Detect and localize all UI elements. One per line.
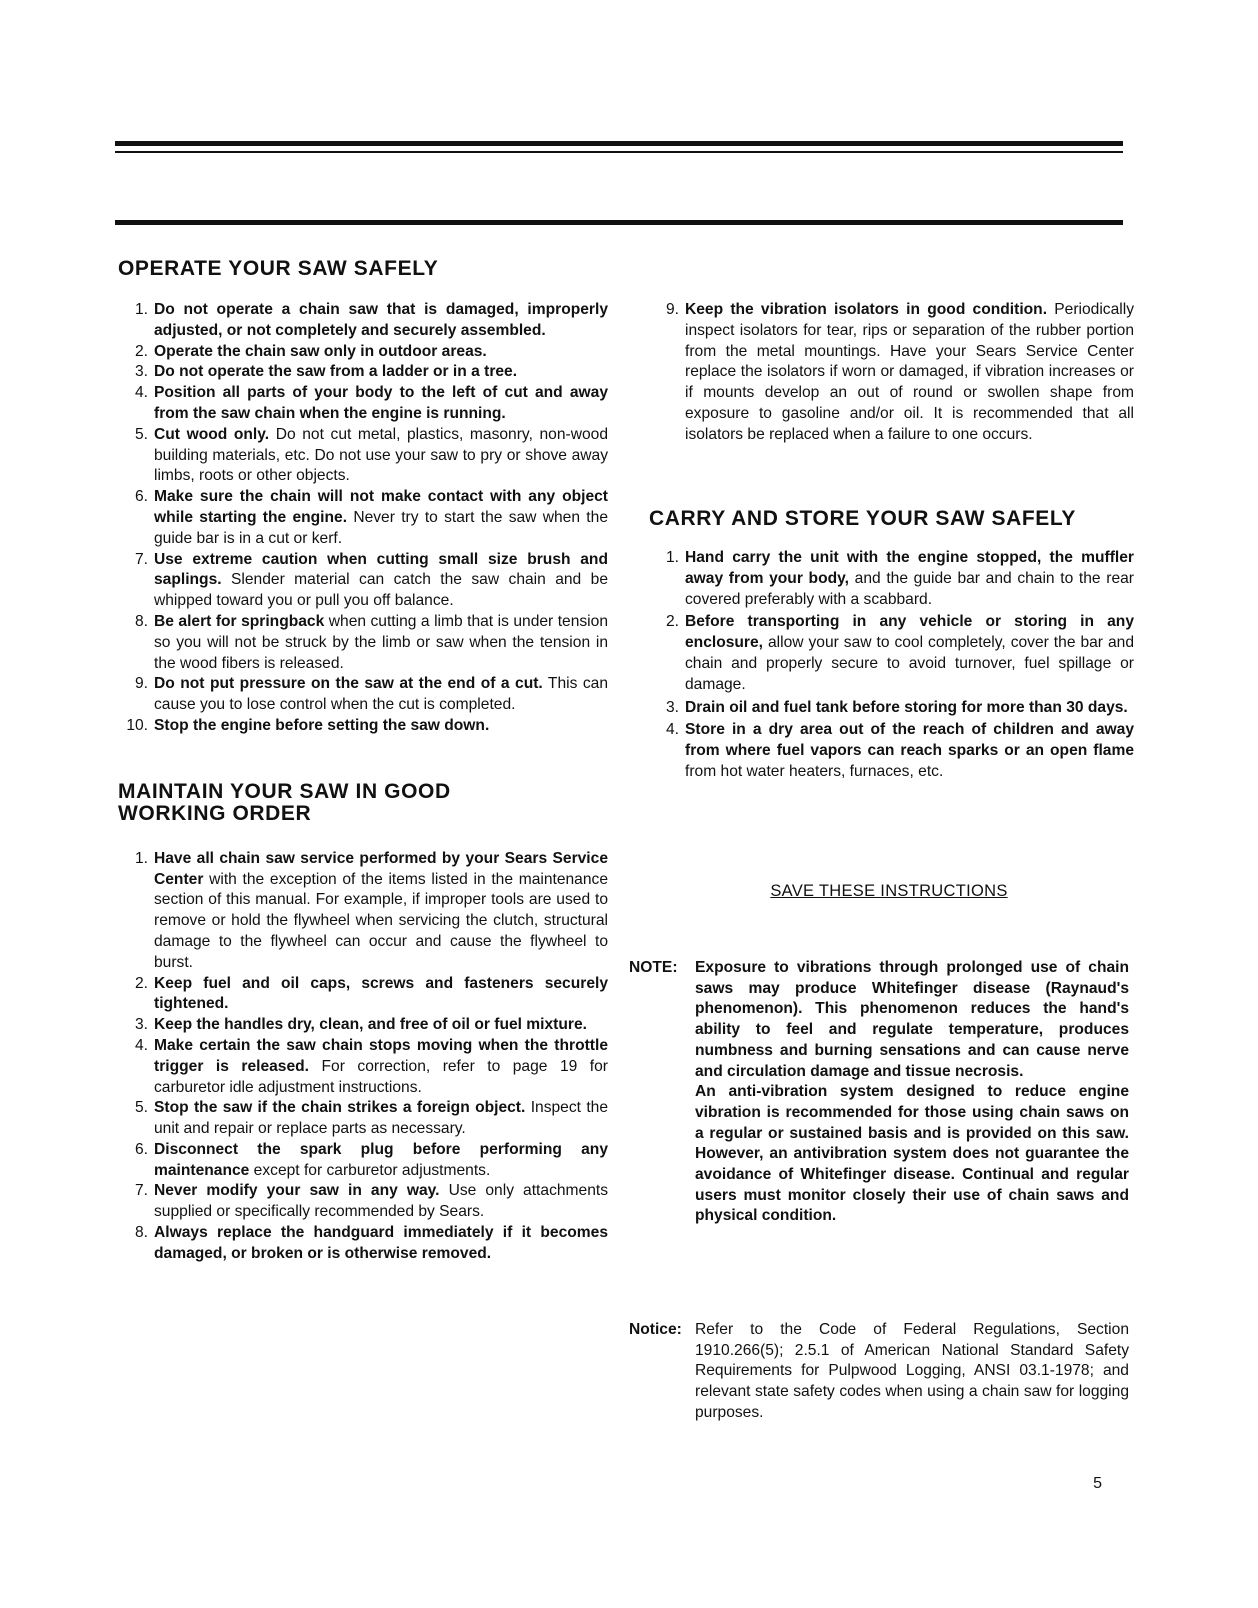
note-label: NOTE: [629, 959, 678, 976]
list-item: 5. Cut wood only. Do not cut metal, plastics, masonry, non-wood building materials, etc. Do not use your saw to pry or shove away limbs, roots or other objects. [134, 425, 608, 485]
note-body [629, 958, 1129, 1227]
list-item: 1. Have all chain saw service performed by your Sears Service Center with the exception of the items listed in the maintenance section of this manual. For example, if improper tools are used to remove or hold the flywheel when servicing the clutch, structural damage to the flywheel can occur and cause the flywheel to burst. [134, 849, 608, 971]
left-column [118, 258, 608, 1265]
header-rule-thick [115, 141, 1123, 146]
list-item: 10. Stop the engine before setting the saw down. [126, 716, 490, 734]
list-item: 1. Do not operate a chain saw that is damaged, improperly adjusted, or not completely and securely assembled. [134, 301, 608, 339]
notice-body: Refer to the Code of Federal Regulations, Section 1910.266(5); 2.5.1 of American National Standard Safety Requirements for Pulpwood Logging, ANSI 03.1-1978; and relevant state safety codes when using a chain saw for logging purposes. [695, 1321, 1129, 1421]
list-item: 1. Hand carry the unit with the engine stopped, the muffler away from your body, and the guide bar and chain to the rear covered preferably with a scabbard. [665, 549, 1134, 608]
list-item: 7. Never modify your saw in any way. Use only attachments supplied or specifically recommended by Sears. [134, 1182, 608, 1221]
note-paragraph: Exposure to vibrations through prolonged use of chain saws may produce Whitefinger disease (Raynaud's phenomenon). This phenomenon reduces the hand's ability to feel and regulate temperature, produces numbness and burning sensations and can cause nerve and circulation damage and tissue necrosis. [695, 959, 1129, 1080]
carry-list [649, 548, 1134, 785]
carry-heading: CARRY AND STORE YOUR SAW SAFELY [649, 507, 1077, 530]
notice-label: Notice: [629, 1321, 682, 1338]
note-paragraph: An anti-vibration system designed to reduce engine vibration is recommended for those using chain saws on a regular or sustained basis and is provided on this saw. However, an antivibration system does not guarantee the avoidance of Whitefinger disease. Continual and regular users must monitor closely their use of chain saws and physical condition. [695, 1083, 1129, 1225]
list-item: 4. Store in a dry area out of the reach of children and away from where fuel vapors can reach sparks or an open flame from hot water heaters, furnaces, etc. [665, 721, 1134, 780]
list-item: 9. Keep the vibration isolators in good condition. Periodically inspect isolators for tear, rips or separation of the rubber portion from the metal mountings. Have your Sears Service Center replace the isolators if worn or damaged, if vibration increases or if mounts develop an out of round or swollen shape from exposure to gasoline and/or oil. It is recommended that all isolators be replaced when a failure to one occurs. [665, 301, 1134, 443]
right-column-item9 [649, 300, 1134, 446]
list-item: 4. Position all parts of your body to the left of cut and away from the saw chain when the engine is running. [134, 384, 608, 422]
list-item: 8. Be alert for springback when cutting a limb that is under tension so you will not be struck by the limb or saw when the tension in the wood fibers is released. [134, 612, 608, 672]
maintain-heading: MAINTAIN YOUR SAW IN GOOD WORKING ORDER [118, 779, 451, 825]
maintain-list [118, 849, 608, 1265]
save-instructions-heading: SAVE THESE INSTRUCTIONS [770, 882, 1008, 900]
regulations-notice [629, 1320, 1129, 1424]
list-item: 2. Keep fuel and oil caps, screws and fasteners securely tightened. [134, 974, 608, 1013]
operate-list [118, 300, 608, 737]
list-item: 4. Make certain the saw chain stops moving when the throttle trigger is released. For correction, refer to page 19 for carburetor idle adjustment instructions. [134, 1036, 608, 1096]
list-item: 2. Before transporting in any vehicle or storing in any enclosure, allow your saw to cool completely, cover the bar and chain and properly secure to avoid turnover, fuel spillage or damage. [665, 613, 1134, 693]
page-number: 5 [1093, 1475, 1102, 1492]
list-item: 3. Keep the handles dry, clean, and free of oil or fuel mixture. [134, 1016, 587, 1034]
list-item: 6. Disconnect the spark plug before performing any maintenance except for carburetor adjustments. [134, 1140, 608, 1179]
list-item: 5. Stop the saw if the chain strikes a foreign object. Inspect the unit and repair or replace parts as necessary. [134, 1099, 608, 1138]
list-item: 3. Do not operate the saw from a ladder or in a tree. [134, 363, 518, 381]
list-item: 9. Do not put pressure on the saw at the end of a cut. This can cause you to lose control when the cut is completed. [134, 675, 608, 714]
list-item: 7. Use extreme caution when cutting small size brush and saplings. Slender material can catch the saw chain and be whipped toward you or pull you off balance. [134, 550, 608, 610]
operate-list-continued [649, 300, 1134, 446]
list-item: 8. Always replace the handguard immediately if it becomes damaged, or broken or is otherwise removed. [134, 1224, 608, 1262]
list-item: 6. Make sure the chain will not make contact with any object while starting the engine. Never try to start the saw when the guide bar is in a cut or kerf. [134, 488, 608, 547]
section-rule [115, 220, 1123, 225]
vibration-note [629, 958, 1129, 1227]
operate-heading: OPERATE YOUR SAW SAFELY [118, 257, 439, 280]
list-item: 3. Drain oil and fuel tank before storing for more than 30 days. [665, 698, 1128, 716]
header-rule-thin [115, 151, 1123, 153]
list-item: 2. Operate the chain saw only in outdoor areas. [134, 342, 487, 360]
